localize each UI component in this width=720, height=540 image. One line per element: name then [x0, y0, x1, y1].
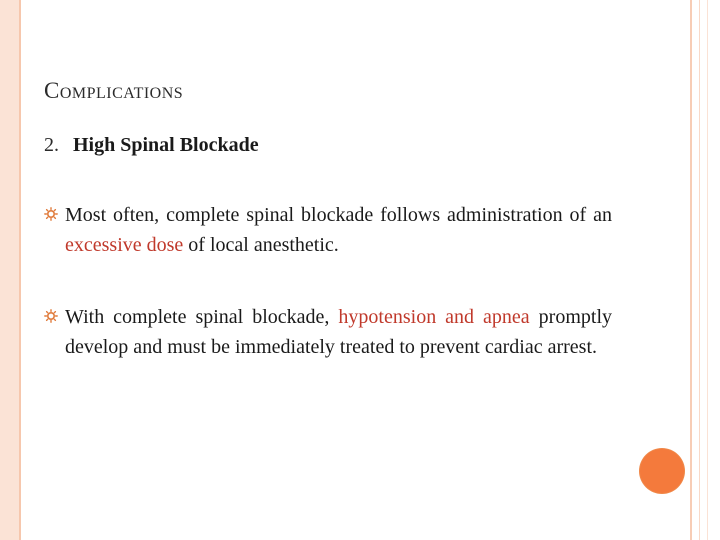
section-heading-text: High Spinal Blockade — [73, 134, 259, 156]
section-heading — [44, 134, 259, 157]
right-decorative-line — [690, 0, 692, 540]
bullet-text-part: promptly develop and must be immediately treated to prevent cardiac arrest. — [65, 306, 613, 358]
bullet-highlight-text: hypotension and apnea — [338, 306, 530, 328]
right-decorative-line — [707, 0, 708, 540]
bullet-text-part: Most often, complete spinal blockade follows administration of an — [65, 204, 612, 226]
decorative-circle — [640, 449, 684, 493]
slide-title-text: Complications — [44, 78, 184, 103]
right-decorative-line — [699, 0, 700, 540]
section-number: 2. — [44, 134, 59, 156]
bullet-highlight-text: excessive dose — [65, 234, 184, 256]
sun-bullet-icon — [44, 309, 58, 323]
bullet-text-part: With complete spinal blockade, — [65, 306, 339, 328]
sun-bullet-icon — [44, 207, 58, 221]
bullet-item — [44, 302, 612, 362]
bullet-text — [65, 204, 612, 256]
bullet-text — [65, 306, 612, 358]
left-decorative-band — [0, 0, 19, 540]
bullet-item — [44, 200, 612, 260]
bullet-list — [44, 200, 612, 404]
left-decorative-rule — [19, 0, 21, 540]
bullet-text-part: of local anesthetic. — [183, 234, 339, 256]
slide-title — [44, 78, 183, 104]
